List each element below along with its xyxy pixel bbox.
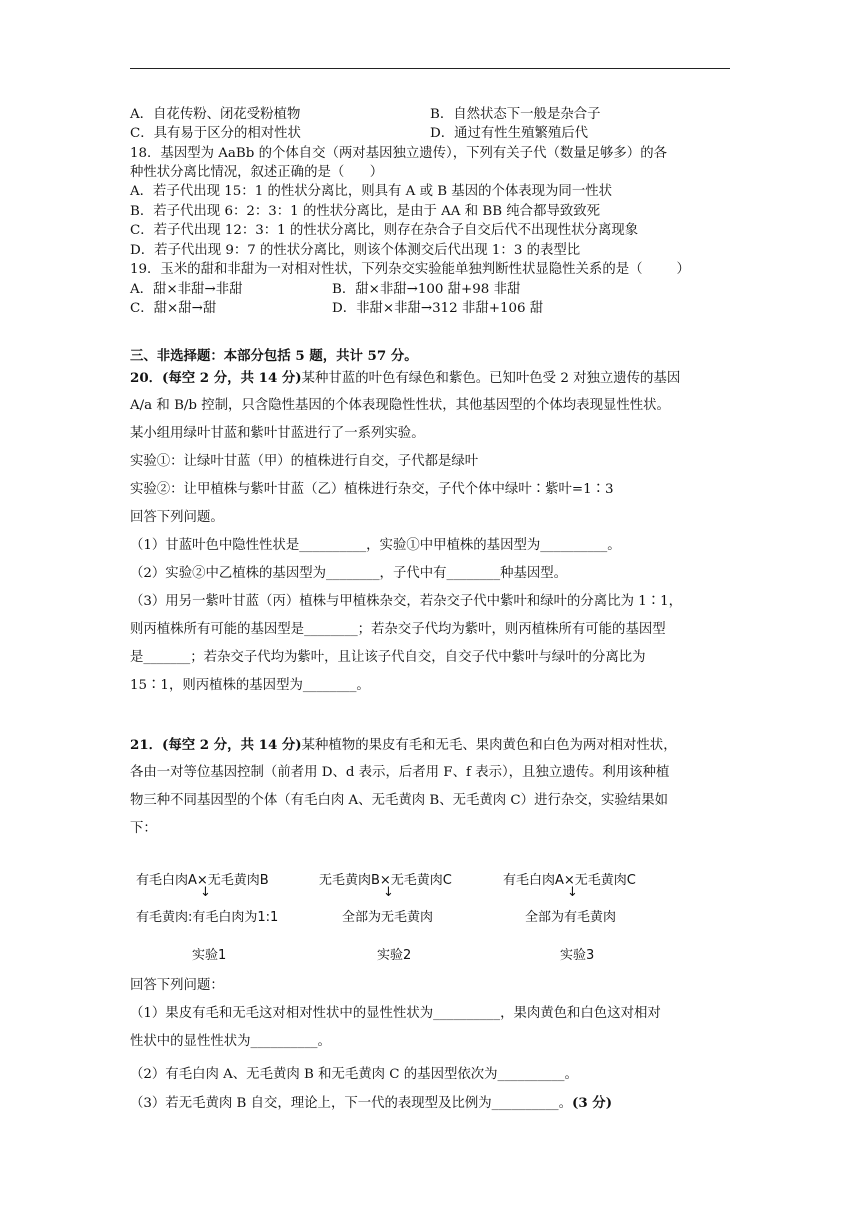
experiment-2-cross: 无毛黄肉B×无毛黄肉C — [319, 873, 452, 888]
q21-stem-line3: 物三种不同基因型的个体（有毛白肉 A、无毛黄肉 B、无毛黄肉 C）进行杂交，实验结果如 — [130, 793, 668, 808]
q20-stem-line1 — [130, 369, 734, 388]
experiment-3-cross: 有毛白肉A×无毛黄肉C — [503, 873, 636, 888]
q19-option-b: B．甜×非甜→100 甜+98 非甜 — [332, 282, 521, 297]
q20-stem-line3: 某小组用绿叶甘蓝和紫叶甘蓝进行了一系列实验。 — [130, 426, 425, 441]
q21-stem-line1 — [130, 736, 734, 755]
q20-sub1: （1）甘蓝叶色中隐性性状是__________，实验①中甲植株的基因型为__________。 — [130, 538, 621, 553]
experiment-1-cross: 有毛白肉A×无毛黄肉B — [136, 873, 269, 888]
q18-stem-line2: 种性状分离比情况，叙述正确的是（ ） — [130, 165, 384, 180]
q19-option-c: C．甜×甜→甜 — [130, 301, 217, 316]
q17-option-c: C．具有易于区分的相对性状 — [130, 126, 301, 141]
q20-stem-text: 某种甘蓝的叶色有绿色和紫色。已知叶色受 2 对独立遗传的基因 — [301, 371, 681, 386]
q20-sub3-line4: 15∶1，则丙植株的基因型为________。 — [130, 678, 370, 693]
q18-stem-line1: 18．基因型为 AaBb 的个体自交（两对基因独立遗传），下列有关子代（数量足够多）的各 — [130, 146, 667, 161]
q20-score: (每空 2 分，共 14 分) — [162, 370, 302, 386]
header-rule — [130, 68, 730, 69]
q20-prompt: 回答下列问题。 — [130, 510, 224, 525]
experiment-1-label: 实验1 — [192, 948, 227, 963]
q21-score: (每空 2 分，共 14 分) — [162, 737, 302, 753]
experiment-1-arrow: ↓ — [200, 885, 211, 900]
q21-sub3-score: (3 分) — [571, 1095, 613, 1111]
q18-option-d: D．若子代出现 9：7 的性状分离比，则该个体测交后代出现 1：3 的表型比 — [130, 243, 581, 258]
q17-option-a: A．自花传粉、闭花受粉植物 — [130, 107, 301, 122]
q20-number: 20． — [130, 370, 163, 386]
experiment-2-arrow: ↓ — [383, 885, 394, 900]
q21-number: 21． — [130, 737, 163, 753]
q18-option-a: A．若子代出现 15：1 的性状分离比，则具有 A 或 B 基因的个体表现为同一性状 — [130, 184, 612, 199]
experiment-2-label: 实验2 — [377, 948, 412, 963]
q21-sub1-line1: （1）果皮有毛和无毛这对相对性状中的显性性状为__________，果肉黄色和白色这对相对 — [130, 1006, 661, 1021]
q21-stem-text: 某种植物的果皮有毛和无毛、果肉黄色和白色为两对相对性状， — [301, 738, 677, 753]
q20-sub2: （2）实验②中乙植株的基因型为________，子代中有________种基因型。 — [130, 566, 568, 581]
experiment-2-result: 全部为无毛黄肉 — [342, 910, 434, 925]
q21-prompt: 回答下列问题： — [130, 978, 224, 993]
q20-sub3-line3: 是_______；若杂交子代均为紫叶，且让该子代自交，自交子代中紫叶与绿叶的分离比为 — [130, 650, 646, 665]
q19-option-d: D．非甜×非甜→312 非甜+106 甜 — [332, 301, 544, 316]
q19-option-a: A．甜×非甜→非甜 — [130, 282, 243, 297]
q21-stem-line4: 下： — [130, 821, 157, 836]
q20-sub3-line2: 则丙植株所有可能的基因型是________；若杂交子代均为紫叶，则丙植株所有可能的基因型 — [130, 622, 666, 637]
q20-experiment-2: 实验②：让甲植株与紫叶甘蓝（乙）植株进行杂交，子代个体中绿叶∶紫叶=1∶3 — [130, 482, 614, 497]
q20-stem-line2: A/a 和 B/b 控制，只含隐性基因的个体表现隐性性状，其他基因型的个体均表现显性性状。 — [130, 398, 670, 413]
q18-option-b: B．若子代出现 6：2：3：1 的性状分离比，是由于 AA 和 BB 纯合都导致致死 — [130, 204, 601, 219]
q19-stem: 19．玉米的甜和非甜为一对相对性状，下列杂交实验能单独判断性状显隐性关系的是（ ） — [130, 262, 690, 277]
q18-option-c: C．若子代出现 12：3：1 的性状分离比，则存在杂合子自交后代不出现性状分离现象 — [130, 223, 639, 238]
section-heading: 三、非选择题：本部分包括 5 题，共计 57 分。 — [130, 348, 418, 364]
q20-sub3-line1: （3）用另一紫叶甘蓝（丙）植株与甲植株杂交，若杂交子代中紫叶和绿叶的分离比为 1∶1， — [130, 594, 683, 609]
q21-sub3-text: （3）若无毛黄肉 B 自交，理论上，下一代的表现型及比例为__________。 — [130, 1096, 572, 1111]
q21-sub3 — [130, 1094, 734, 1113]
q21-sub1-line2: 性状中的显性性状为__________。 — [130, 1034, 331, 1049]
q21-sub2: （2）有毛白肉 A、无毛黄肉 B 和无毛黄肉 C 的基因型依次为__________。 — [130, 1067, 578, 1082]
q17-option-b: B．自然状态下一般是杂合子 — [430, 107, 601, 122]
experiment-3-result: 全部为有毛黄肉 — [525, 910, 617, 925]
experiment-3-label: 实验3 — [560, 948, 595, 963]
q21-stem-line2: 各由一对等位基因控制（前者用 D、d 表示，后者用 F、f 表示），且独立遗传。利用该种植 — [130, 765, 670, 780]
experiment-3-arrow: ↓ — [567, 885, 578, 900]
q17-option-d: D．通过有性生殖繁殖后代 — [430, 126, 589, 141]
q20-experiment-1: 实验①：让绿叶甘蓝（甲）的植株进行自交，子代都是绿叶 — [130, 454, 479, 469]
experiment-1-result: 有毛黄肉:有毛白肉为1:1 — [136, 910, 279, 925]
